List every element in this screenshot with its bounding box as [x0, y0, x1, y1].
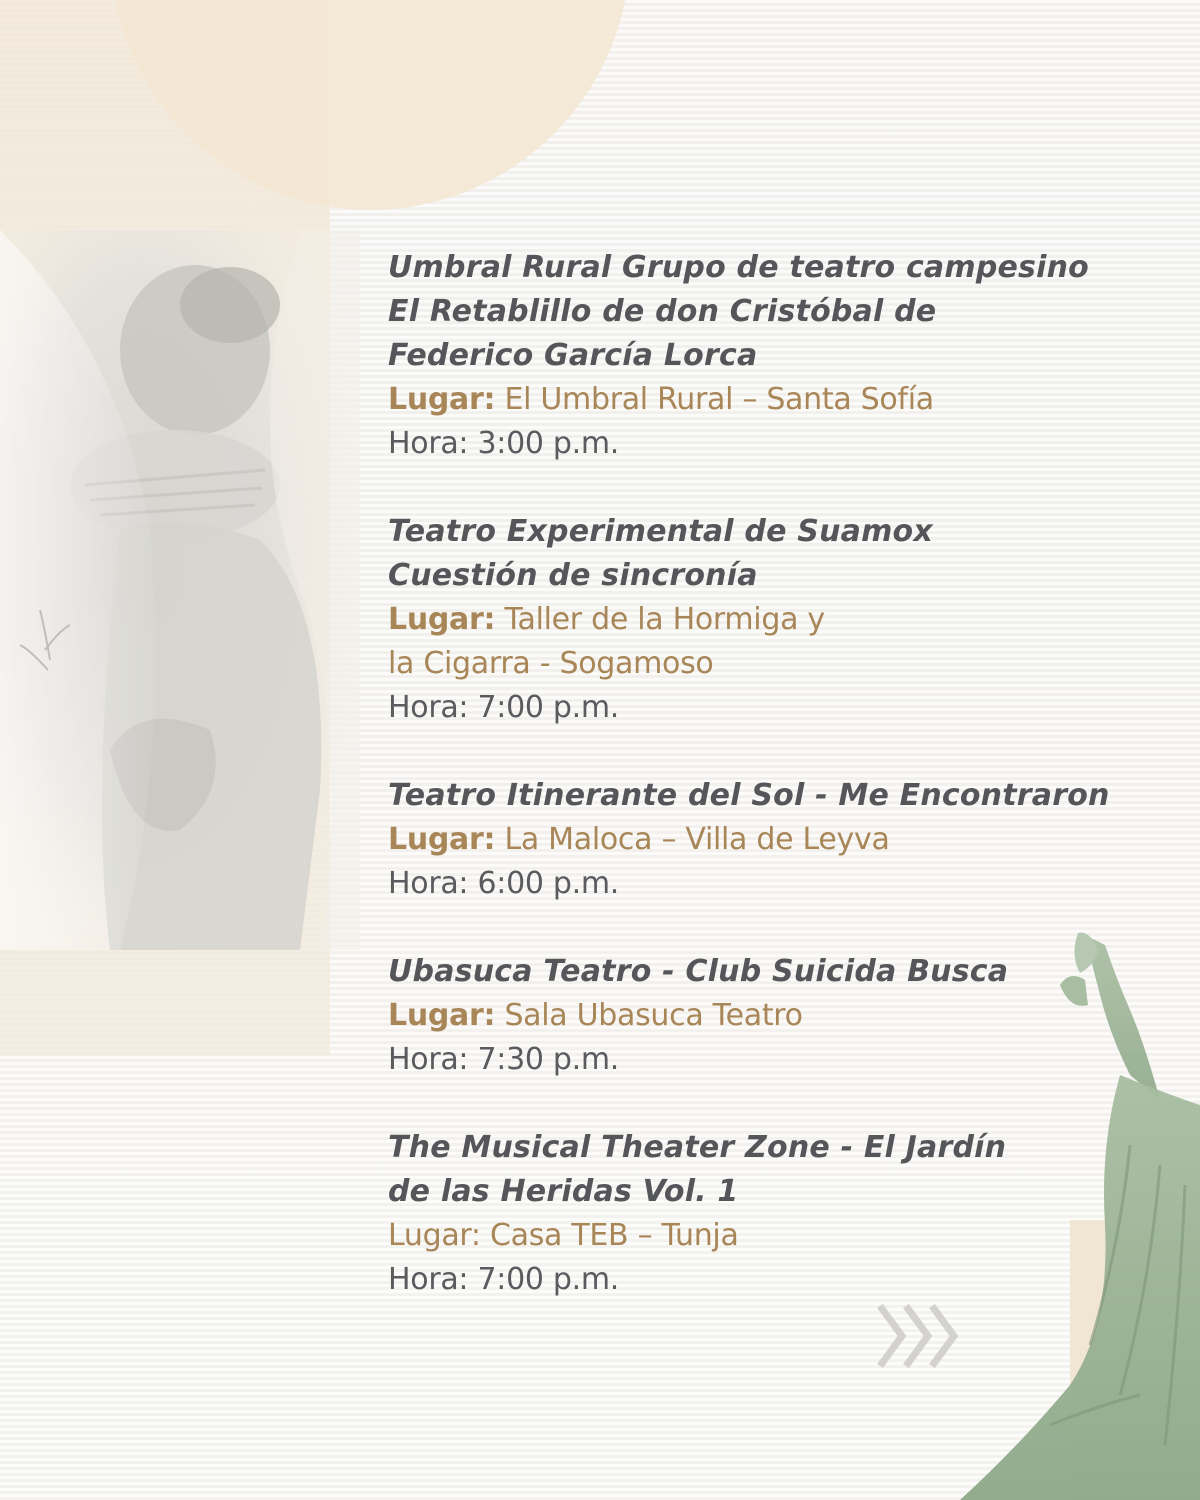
- place-value: Casa TEB – Tunja: [490, 1218, 739, 1253]
- event-place: [388, 818, 1178, 862]
- event-title: Umbral Rural Grupo de teatro campesino: [388, 250, 1089, 285]
- event-list: [388, 246, 1178, 1346]
- place-value: El Umbral Rural – Santa Sofía: [504, 382, 934, 417]
- event-title: El Retablillo de don Cristóbal de: [388, 294, 937, 329]
- event-place-continued: la Cigarra - Sogamoso: [388, 646, 714, 681]
- event-title: Ubasuca Teatro - Club Suicida Busca: [388, 954, 1009, 989]
- event-title: Cuestión de sincronía: [388, 558, 758, 593]
- place-value: Taller de la Hormiga y: [504, 602, 825, 637]
- place-label: Lugar:: [388, 602, 496, 637]
- event-hour: Hora: 6:00 p.m.: [388, 866, 620, 901]
- place-label: Lugar:: [388, 998, 496, 1033]
- event-title: de las Heridas Vol. 1: [388, 1174, 739, 1209]
- event-place: [388, 1214, 1178, 1258]
- event-hour: Hora: 7:30 p.m.: [388, 1042, 620, 1077]
- event-title: Federico García Lorca: [388, 338, 758, 373]
- event-title: Teatro Itinerante del Sol - Me Encontraron: [388, 778, 1110, 813]
- event-place: [388, 994, 1178, 1038]
- event-hour: Hora: 3:00 p.m.: [388, 426, 620, 461]
- event-item: [388, 950, 1178, 1082]
- place-value: Sala Ubasuca Teatro: [504, 998, 803, 1033]
- actor-photo: [0, 230, 360, 950]
- event-hour: Hora: 7:00 p.m.: [388, 690, 620, 725]
- event-hour: Hora: 7:00 p.m.: [388, 1262, 620, 1297]
- event-item: [388, 246, 1178, 466]
- place-label: Lugar:: [388, 822, 496, 857]
- place-value: La Maloca – Villa de Leyva: [504, 822, 890, 857]
- event-item: [388, 510, 1178, 730]
- event-place: [388, 378, 1178, 422]
- event-title: Teatro Experimental de Suamox: [388, 514, 933, 549]
- event-title: The Musical Theater Zone - El Jardín: [388, 1130, 1007, 1165]
- place-label: Lugar:: [388, 382, 496, 417]
- place-label: Lugar:: [388, 1218, 481, 1253]
- event-item: [388, 1126, 1178, 1302]
- event-item: [388, 774, 1178, 906]
- event-place: [388, 598, 1178, 642]
